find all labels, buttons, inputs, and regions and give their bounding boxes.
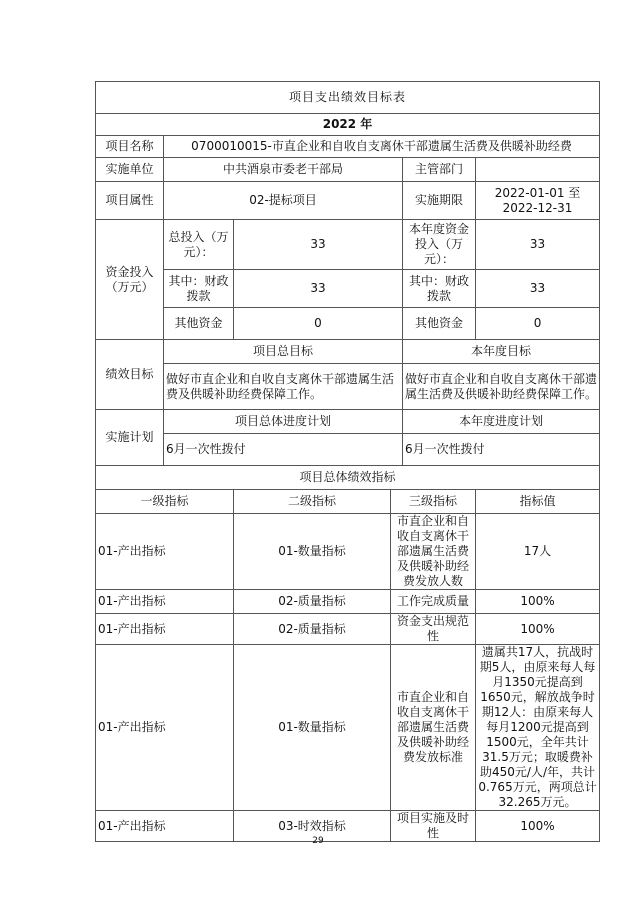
implementer-value: 中共酒泉市委老干部局 [164,158,403,182]
finance-label-1: 其中：财政拨款 [164,270,234,308]
funds-label: 资金投入（万元） [96,220,164,340]
table-title: 项目支出绩效目标表 [96,82,600,114]
other-funds-value-2: 0 [476,308,600,340]
performance-target-table [95,81,600,842]
level2-header: 二级指标 [234,490,391,514]
table-row [96,590,600,614]
indicator-level2: 03-时效指标 [234,811,391,842]
year-invest-label: 本年度资金投入（万元）： [403,220,476,270]
table-year: 2022 年 [96,114,600,136]
indicator-value: 100% [476,590,600,614]
supervisor-value [476,158,600,182]
finance-value-2: 33 [476,270,600,308]
indicator-level3: 资金支出规范性 [391,614,476,645]
value-header: 指标值 [476,490,600,514]
finance-label-2: 其中：财政拨款 [403,270,476,308]
total-invest-value: 33 [234,220,403,270]
indicator-level3: 项目实施及时性 [391,811,476,842]
total-invest-label: 总投入（万元）： [164,220,234,270]
attribute-value: 02-提标项目 [164,182,403,220]
indicator-value: 遗属共17人，抗战时期5人，由原来每人每月1350元提高到1650元，解放战争时期12人：由原来每人每月1200元提高到1500元，全年共计31.5万元；取暖费补助450元/人/年，共计0.765万元，两项总计32.265万元。 [476,645,600,811]
indicator-level1: 01-产出指标 [96,590,234,614]
indicator-level1: 01-产出指标 [96,645,234,811]
indicator-value: 100% [476,614,600,645]
attribute-label: 项目属性 [96,182,164,220]
implementer-label: 实施单位 [96,158,164,182]
year-invest-value: 33 [476,220,600,270]
period-value: 2022-01-01 至 2022-12-31 [476,182,600,220]
period-label: 实施期限 [403,182,476,220]
indicator-level3: 工作完成质量 [391,590,476,614]
indicator-value: 100% [476,811,600,842]
overall-plan-text: 6月一次性拨付 [164,434,403,466]
table-row [96,514,600,590]
table-row [96,614,600,645]
other-funds-label-2: 其他资金 [403,308,476,340]
overall-indicators-header: 项目总体绩效指标 [96,466,600,490]
overall-goal-header: 项目总目标 [164,340,403,364]
other-funds-value-1: 0 [234,308,403,340]
year-goal-text: 做好市直企业和自收自支离休干部遗属生活费及供暖补助经费保障工作。 [403,364,600,410]
supervisor-label: 主管部门 [403,158,476,182]
overall-goal-text: 做好市直企业和自收自支离休干部遗属生活费及供暖补助经费保障工作。 [164,364,403,410]
indicator-level2: 02-质量指标 [234,614,391,645]
other-funds-label-1: 其他资金 [164,308,234,340]
project-name-value: 0700010015-市直企业和自收自支离休干部遗属生活费及供暖补助经费 [164,136,600,158]
table-row [96,645,600,811]
year-goal-header: 本年度目标 [403,340,600,364]
indicator-level2: 01-数量指标 [234,645,391,811]
indicator-level3: 市直企业和自收自支离休干部遗属生活费及供暖补助经费发放标准 [391,645,476,811]
indicator-level2: 02-质量指标 [234,590,391,614]
page-number: 29 [312,836,324,846]
indicator-level1: 01-产出指标 [96,514,234,590]
indicator-level1: 01-产出指标 [96,811,234,842]
indicator-level2: 01-数量指标 [234,514,391,590]
perf-goal-label: 绩效目标 [96,340,164,410]
project-name-label: 项目名称 [96,136,164,158]
year-plan-header: 本年度进度计划 [403,410,600,434]
indicator-level1: 01-产出指标 [96,614,234,645]
level3-header: 三级指标 [391,490,476,514]
finance-value-1: 33 [234,270,403,308]
indicator-value: 17人 [476,514,600,590]
indicator-level3: 市直企业和自收自支离休干部遗属生活费及供暖补助经费发放人数 [391,514,476,590]
year-plan-text: 6月一次性拨付 [403,434,600,466]
plan-label: 实施计划 [96,410,164,466]
overall-plan-header: 项目总体进度计划 [164,410,403,434]
level1-header: 一级指标 [96,490,234,514]
